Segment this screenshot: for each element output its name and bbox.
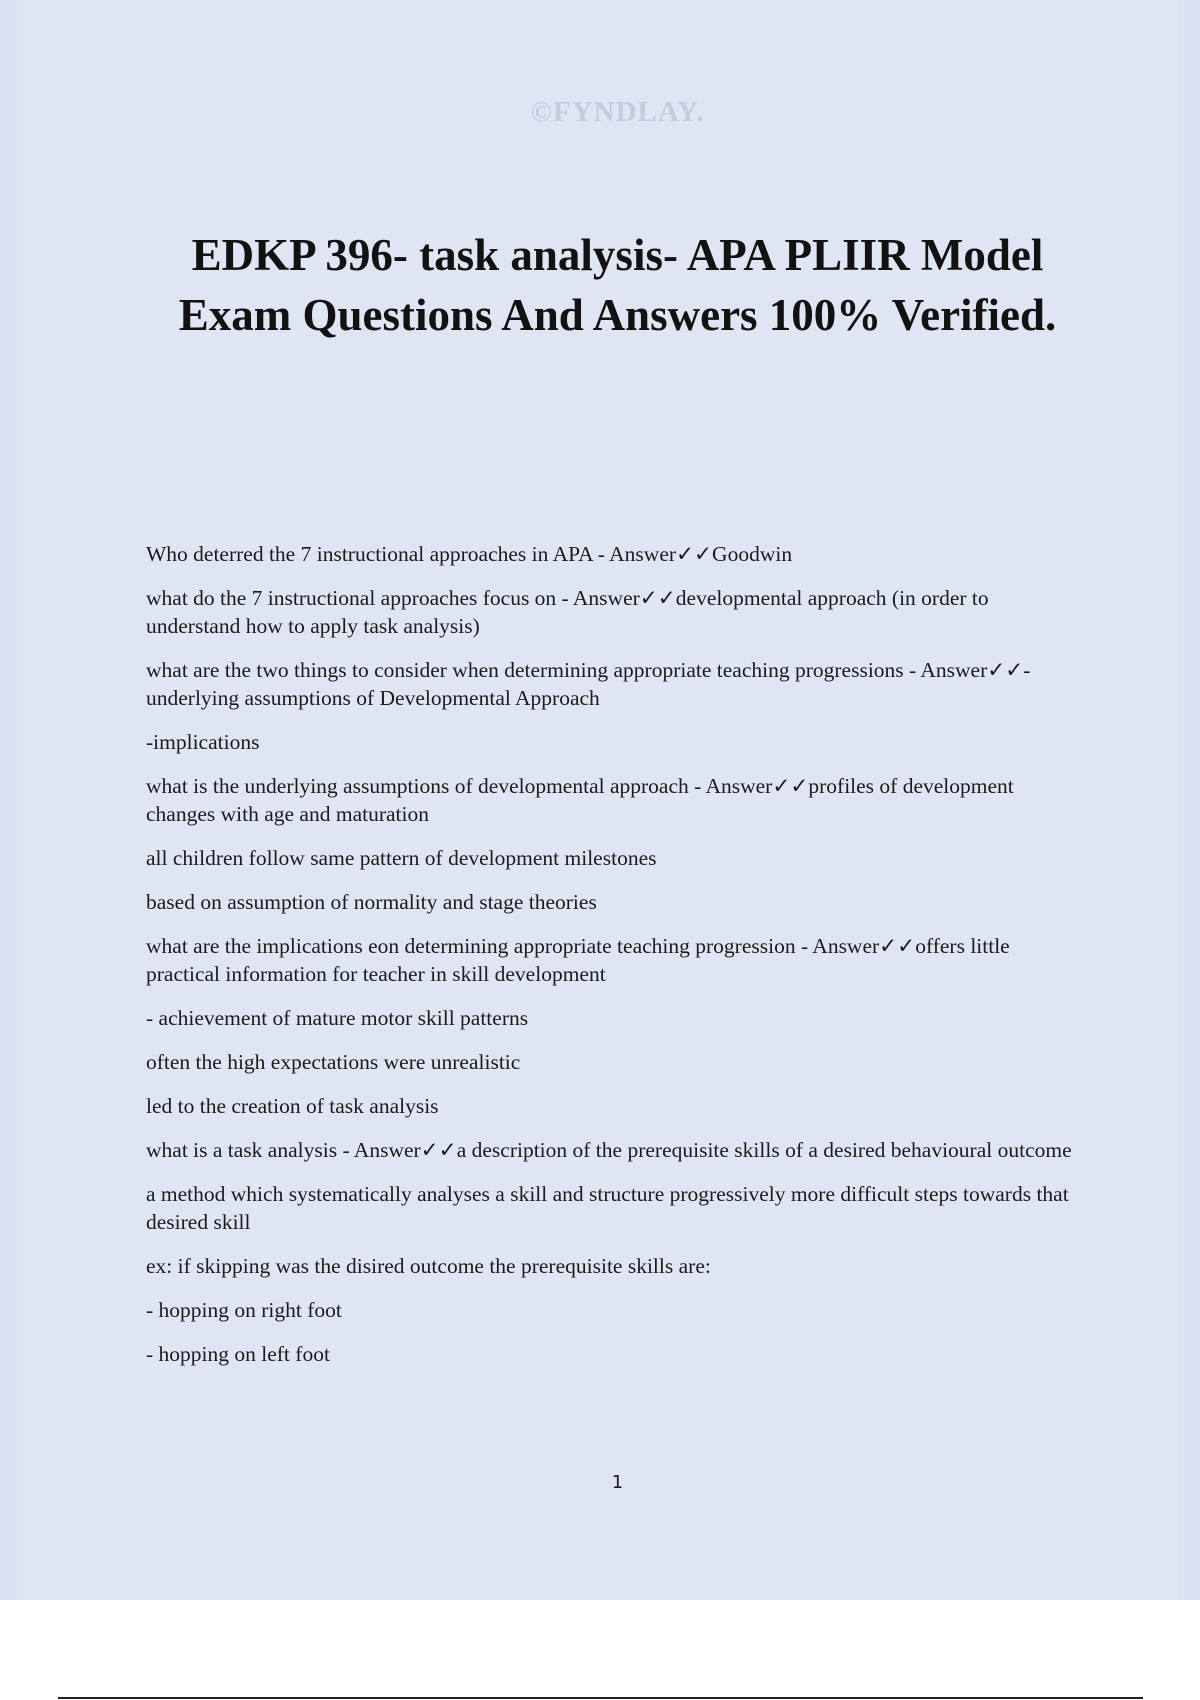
- document-title: EDKP 396- task analysis- APA PLIIR Model Exam Questions And Answers 100% Verified.: [178, 230, 1057, 340]
- bottom-divider: [58, 1697, 1143, 1699]
- paragraph: based on assumption of normality and stage theories: [146, 890, 597, 914]
- paragraph: - hopping on left foot: [146, 1342, 330, 1366]
- paragraph: what is a task analysis - Answer✓✓a description of the prerequisite skills of a desired behavioural outcome: [146, 1138, 1072, 1162]
- paragraph: -implications: [146, 730, 260, 754]
- paragraph: often the high expectations were unrealistic: [146, 1050, 521, 1074]
- paragraph: led to the creation of task analysis: [146, 1094, 439, 1118]
- paragraph: Who deterred the 7 instructional approaches in APA - Answer✓✓Goodwin: [146, 542, 793, 566]
- paragraph: what is the underlying assumptions of developmental approach - Answer✓✓profiles of development changes with age and maturation: [146, 774, 1014, 826]
- qa-content: [146, 540, 1086, 1384]
- paragraph: a method which systematically analyses a skill and structure progressively more difficult steps towards that desired skill: [146, 1182, 1069, 1234]
- paragraph: ex: if skipping was the disired outcome the prerequisite skills are:: [146, 1254, 711, 1278]
- paragraph: all children follow same pattern of development milestones: [146, 846, 657, 870]
- paragraph: what are the implications eon determining appropriate teaching progression - Answer✓✓offers little practical information for teacher in skill development: [146, 934, 1010, 986]
- paragraph: what are the two things to consider when determining appropriate teaching progressions - Answer✓✓- underlying assumptions of Developmental Approach: [146, 658, 1031, 710]
- paragraph: - achievement of mature motor skill patterns: [146, 1006, 529, 1030]
- paragraph: what do the 7 instructional approaches focus on - Answer✓✓developmental approach (in order to understand how to apply task analysis): [146, 586, 989, 638]
- watermark: ©FYNDLAY.: [530, 96, 705, 128]
- paragraph: - hopping on right foot: [146, 1298, 342, 1322]
- page-number: 1: [611, 1472, 624, 1493]
